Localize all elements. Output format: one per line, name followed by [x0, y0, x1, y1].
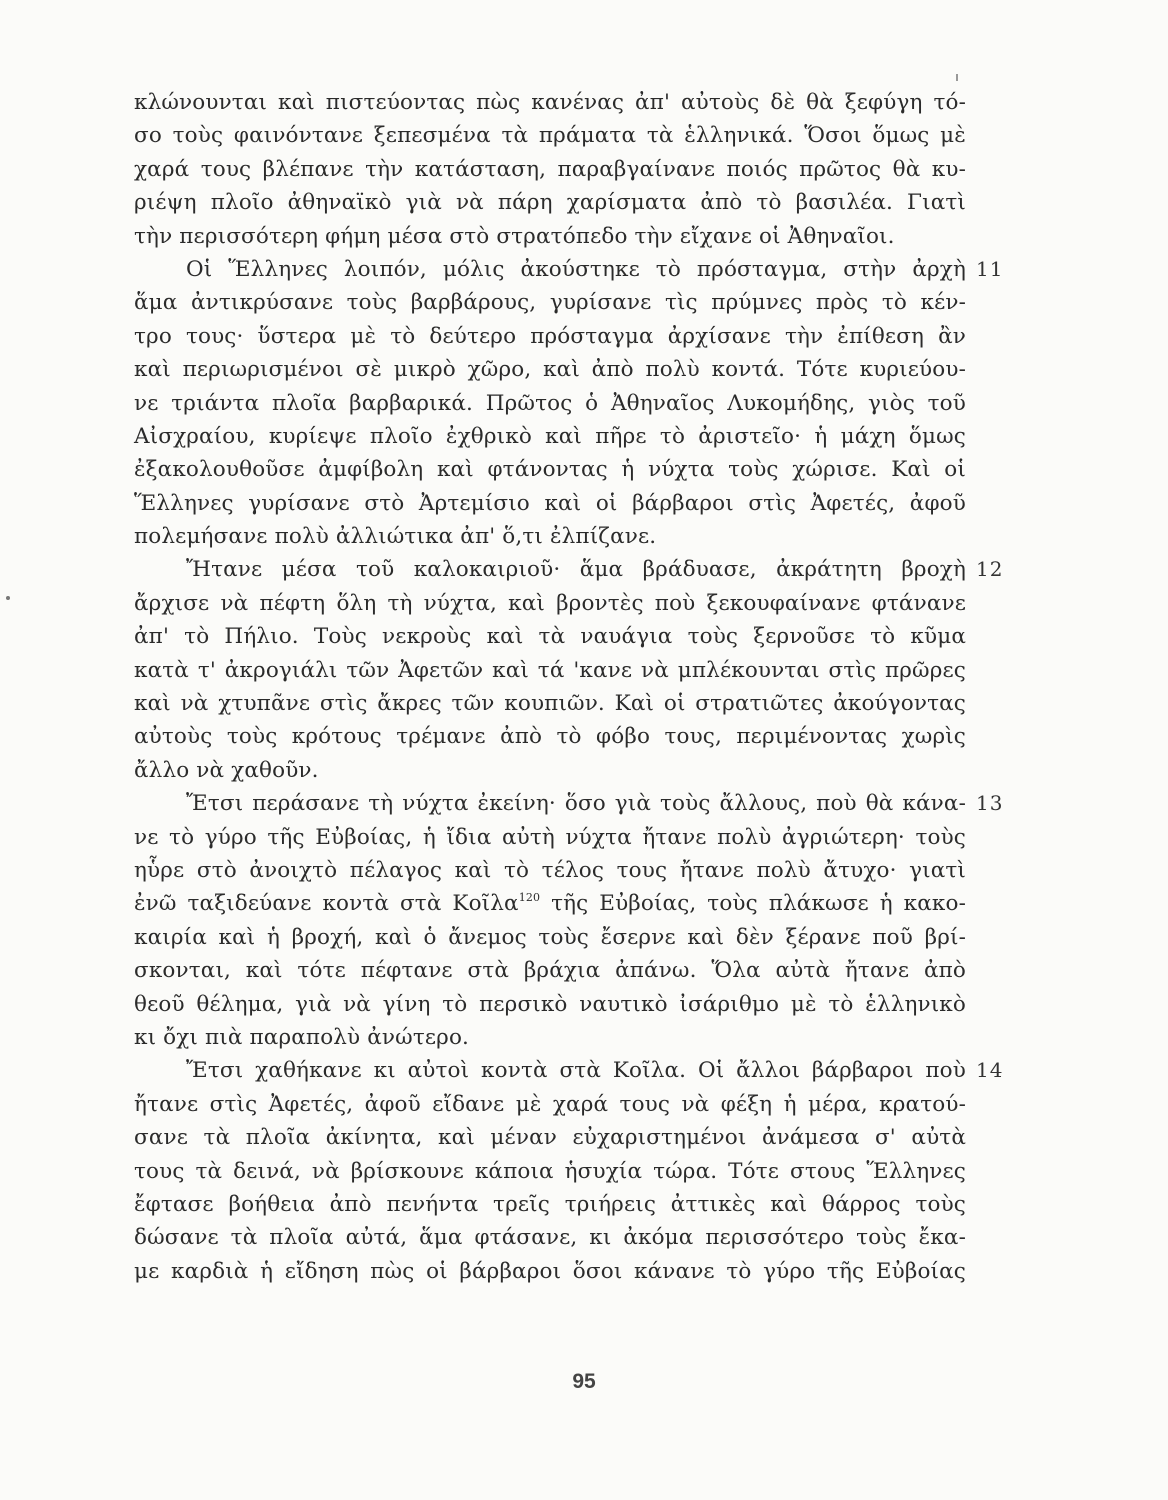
text-line: [134, 654, 966, 687]
text-line: [134, 553, 1004, 586]
text-line-content: τους τὰ δεινά, νὰ βρίσκουνε κάποια ἡσυχία τώρα. Τότε στους Ἕλληνες: [134, 1158, 966, 1184]
text-line: [134, 153, 966, 186]
scan-speck: [956, 74, 958, 81]
body-text: [134, 86, 1004, 1288]
text-line: [134, 1088, 966, 1121]
text-line: [134, 620, 966, 653]
text-line-content: ριέψη πλοῖο ἀθηναϊκὸ γιὰ νὰ πάρη χαρίσματα ἀπὸ τὸ βασιλέα. Γιατὶ: [134, 190, 966, 216]
footnote-ref: 120: [518, 891, 541, 905]
text-line-tail: τῆς Εὐβοίας, τοὺς πλάκωσε ἡ κακο-: [540, 891, 966, 917]
text-line-content: Οἱ Ἕλληνες λοιπόν, μόλις ἀκούστηκε τὸ πρόσταγμα, στὴν ἀρχὴ: [186, 256, 966, 282]
text-line-content: Ἔτσι χαθήκανε κι αὐτοὶ κοντὰ στὰ Κοῖλα. Οἱ ἄλλοι βάρβαροι ποὺ: [186, 1058, 966, 1084]
text-line: [134, 220, 966, 253]
text-line-content: ἄλλο νὰ χαθοῦν.: [134, 757, 319, 783]
text-line: [134, 988, 966, 1021]
text-line: [134, 420, 966, 453]
text-line-content: καιρία καὶ ἡ βροχή, καὶ ὁ ἄνεμος τοὺς ἔσερνε καὶ δὲν ξέρανε ποῦ βρί-: [134, 924, 966, 950]
page-number: 95: [572, 1370, 596, 1393]
text-line-content: ἅμα ἀντικρύσανε τοὺς βαρβάρους, γυρίσανε τὶς πρύμνες πρὸς τὸ κέν-: [134, 290, 966, 316]
text-line-content: Αἰσχραίου, κυρίεψε πλοῖο ἐχθρικὸ καὶ πῆρε τὸ ἀριστεῖο· ἡ μάχη ὅμως: [134, 423, 966, 449]
text-line: [134, 1054, 1004, 1087]
text-line-content: Ἔτσι περάσανε τὴ νύχτα ἐκείνη· ὅσο γιὰ τοὺς ἄλλους, ποὺ θὰ κάνα-: [186, 791, 966, 817]
text-line-content: καὶ περιωρισμένοι σὲ μικρὸ χῶρο, καὶ ἀπὸ πολὺ κοντά. Τότε κυριεύου-: [134, 357, 966, 383]
text-line: [134, 387, 966, 420]
text-line-content: δώσανε τὰ πλοῖα αὐτά, ἅμα φτάσανε, κι ἀκόμα περισσότερο τοὺς ἔκα-: [134, 1225, 966, 1251]
text-line-content: σο τοὺς φαινόντανε ξεπεσμένα τὰ πράματα τὰ ἑλληνικά. Ὅσοι ὅμως μὲ: [134, 123, 966, 149]
text-line: [134, 720, 966, 753]
text-line: [134, 453, 966, 486]
text-line-content: ἐνῶ ταξιδεύανε κοντὰ στὰ Κοῖλα: [134, 891, 519, 917]
text-line-content: με καρδιὰ ἡ εἴδηση πὼς οἱ βάρβαροι ὅσοι κάνανε τὸ γύρο τῆς Εὐβοίας: [134, 1258, 966, 1284]
text-line-content: χαρά τους βλέπανε τὴν κατάσταση, παραβγαίνανε ποιός πρῶτος θὰ κυ-: [134, 156, 966, 182]
text-line: [134, 754, 966, 787]
section-number: 13: [976, 791, 1004, 816]
text-line: [134, 86, 966, 119]
section-number: 12: [976, 557, 1004, 582]
text-line-content: τὴν περισσότερη φήμη μέσα στὸ στρατόπεδο τὴν εἴχανε οἱ Ἀθηναῖοι.: [134, 223, 895, 249]
text-line-content: νε τὸ γύρο τῆς Εὐβοίας, ἡ ἴδια αὐτὴ νύχτα ἤτανε πολὺ ἀγριώτερη· τοὺς: [134, 824, 966, 850]
text-line: [134, 1121, 966, 1154]
text-line-content: ἤτανε στὶς Ἀφετές, ἀφοῦ εἴδανε μὲ χαρά τους νὰ φέξη ἡ μέρα, κρατού-: [134, 1091, 966, 1117]
text-line: [134, 1188, 966, 1221]
text-line: [134, 954, 966, 987]
text-line: [134, 487, 966, 520]
text-line-content: ἔφτασε βοήθεια ἀπὸ πενήντα τρεῖς τριήρεις ἀττικὲς καὶ θάρρος τοὺς: [134, 1191, 966, 1217]
text-line: [134, 821, 966, 854]
text-line: [134, 1021, 966, 1054]
section-number: 14: [976, 1058, 1004, 1083]
text-line: [134, 687, 966, 720]
text-line-content: αὐτοὺς τοὺς κρότους τρέμανε ἀπὸ τὸ φόβο τους, περιμένοντας χωρὶς: [134, 724, 966, 750]
text-line: [134, 253, 1004, 286]
text-line-content: πολεμήσανε πολὺ ἀλλιώτικα ἀπ' ὅ,τι ἐλπίζανε.: [134, 524, 657, 550]
text-line-content: θεοῦ θέλημα, γιὰ νὰ γίνη τὸ περσικὸ ναυτικὸ ἰσάριθμο μὲ τὸ ἑλληνικὸ: [134, 991, 966, 1017]
section-number: 11: [976, 256, 1004, 281]
text-line: [134, 787, 1004, 820]
text-line-content: ηὗρε στὸ ἀνοιχτὸ πέλαγος καὶ τὸ τέλος τους ἤτανε πολὺ ἄτυχο· γιατὶ: [134, 857, 966, 883]
text-line-content: τρο τους· ὕστερα μὲ τὸ δεύτερο πρόσταγμα ἀρχίσανε τὴν ἐπίθεση ἂν: [134, 323, 966, 349]
text-line-content: σκονται, καὶ τότε πέφτανε στὰ βράχια ἀπάνω. Ὅλα αὐτὰ ἤτανε ἀπὸ: [134, 958, 966, 984]
text-line: [134, 520, 966, 553]
text-line-content: ἄρχισε νὰ πέφτη ὅλη τὴ νύχτα, καὶ βροντὲς ποὺ ξεκουφαίνανε φτάνανε: [134, 590, 966, 616]
text-line: [134, 921, 966, 954]
text-line: [134, 119, 966, 152]
text-line: [134, 186, 966, 219]
text-line: [134, 320, 966, 353]
text-line-content: κατὰ τ' ἀκρογιάλι τῶν Ἀφετῶν καὶ τά 'κανε νὰ μπλέκουνται στὶς πρῶρες: [134, 657, 966, 683]
text-line: [134, 1155, 966, 1188]
text-line: [134, 887, 966, 920]
scan-speck: [6, 596, 10, 600]
text-line-content: κι ὄχι πιὰ παραπολὺ ἀνώτερο.: [134, 1024, 470, 1050]
text-line: [134, 854, 966, 887]
text-line-content: Ἤτανε μέσα τοῦ καλοκαιριοῦ· ἅμα βράδυασε, ἀκράτητη βροχὴ: [186, 557, 966, 583]
text-line: [134, 1221, 966, 1254]
text-line-content: κλώνουνται καὶ πιστεύοντας πὼς κανένας ἀπ' αὐτοὺς δὲ θὰ ξεφύγη τό-: [134, 90, 966, 115]
text-line: [134, 587, 966, 620]
text-line-content: νε τριάντα πλοῖα βαρβαρικά. Πρῶτος ὁ Ἀθηναῖος Λυκομήδης, γιὸς τοῦ: [134, 390, 966, 416]
text-line: [134, 353, 966, 386]
text-line-content: καὶ νὰ χτυπᾶνε στὶς ἄκρες τῶν κουπιῶν. Καὶ οἱ στρατιῶτες ἀκούγοντας: [134, 691, 966, 717]
text-line: [134, 286, 966, 319]
text-line-content: ἀπ' τὸ Πήλιο. Τοὺς νεκροὺς καὶ τὰ ναυάγια τοὺς ξερνοῦσε τὸ κῦμα: [134, 624, 966, 650]
text-line: [134, 1255, 966, 1288]
text-line-content: Ἕλληνες γυρίσανε στὸ Ἀρτεμίσιο καὶ οἱ βάρβαροι στὶς Ἀφετές, ἀφοῦ: [134, 490, 966, 516]
text-line-content: ἐξακολουθοῦσε ἀμφίβολη καὶ φτάνοντας ἡ νύχτα τοὺς χώρισε. Καὶ οἱ: [134, 457, 966, 483]
text-line-content: σανε τὰ πλοῖα ἀκίνητα, καὶ μέναν εὐχαριστημένοι ἀνάμεσα σ' αὐτὰ: [134, 1125, 966, 1151]
